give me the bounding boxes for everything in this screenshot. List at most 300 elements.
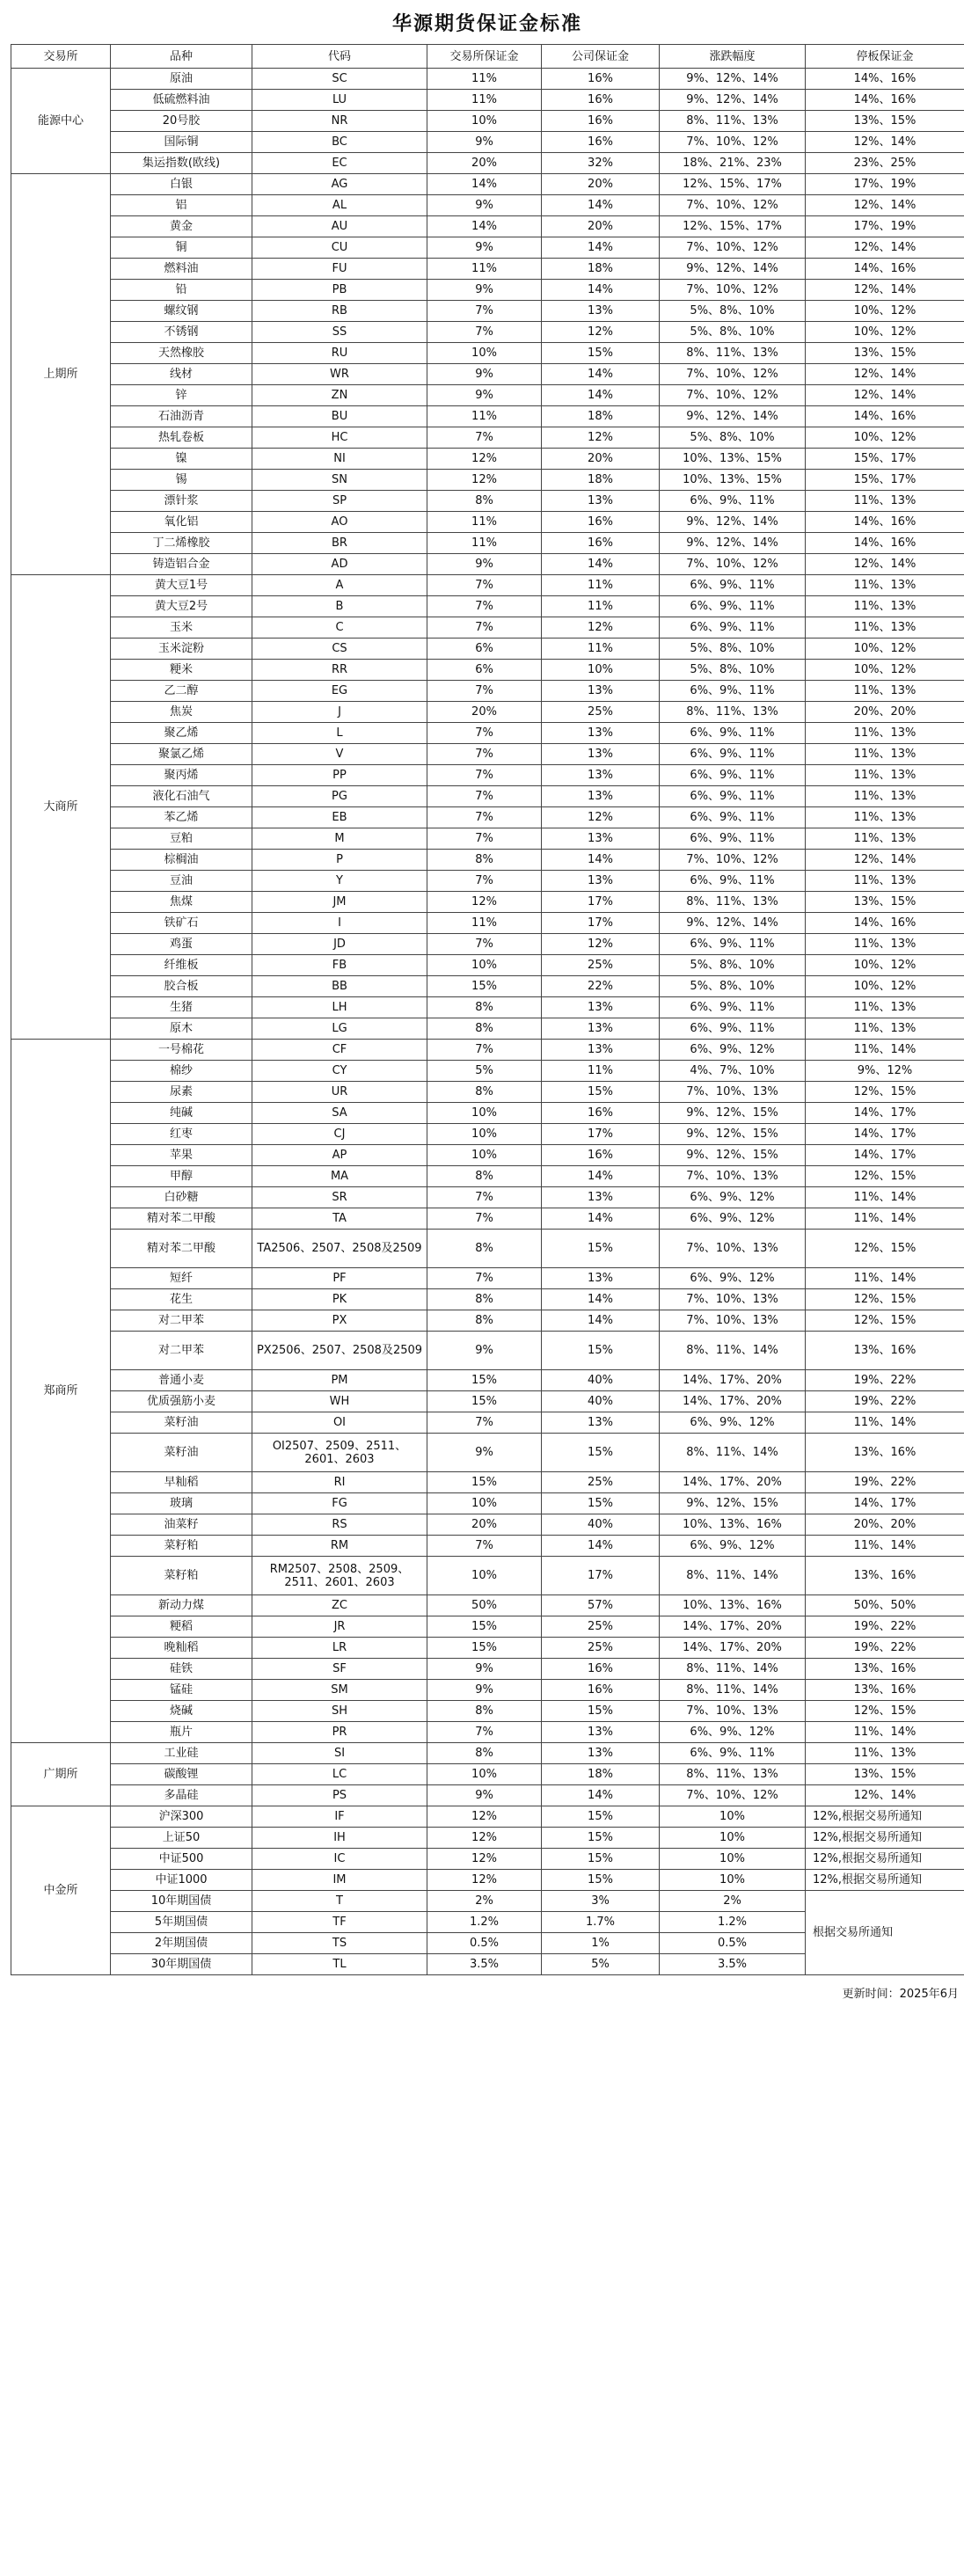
table-row <box>11 132 964 153</box>
margin-sheet <box>11 0 964 1975</box>
company-margin-cell: 16% <box>542 533 660 554</box>
limit-margin-cell: 14%、16% <box>806 913 964 934</box>
table-row <box>11 491 964 512</box>
exchange-margin-cell: 8% <box>427 997 542 1018</box>
company-margin-cell: 13% <box>542 997 660 1018</box>
code-cell: AL <box>252 195 427 216</box>
limit-margin-cell: 11%、14% <box>806 1722 964 1743</box>
code-cell: LH <box>252 997 427 1018</box>
code-cell: TA <box>252 1208 427 1230</box>
product-cell: 花生 <box>111 1289 252 1310</box>
product-cell: 铸造铝合金 <box>111 554 252 575</box>
table-row <box>11 1145 964 1166</box>
price-limit-cell: 6%、9%、11% <box>660 997 806 1018</box>
price-limit-cell: 8%、11%、14% <box>660 1659 806 1680</box>
exchange-cell: 大商所 <box>11 575 111 1040</box>
product-cell: 10年期国债 <box>111 1891 252 1912</box>
company-margin-cell: 20% <box>542 174 660 195</box>
table-row <box>11 174 964 195</box>
limit-margin-cell: 12%、14% <box>806 850 964 871</box>
exchange-margin-cell: 11% <box>427 913 542 934</box>
exchange-margin-cell: 7% <box>427 723 542 744</box>
price-limit-cell: 6%、9%、11% <box>660 871 806 892</box>
exchange-margin-cell: 7% <box>427 744 542 765</box>
code-cell: CF <box>252 1040 427 1061</box>
price-limit-cell: 7%、10%、12% <box>660 1785 806 1806</box>
limit-margin-cell: 20%、20% <box>806 702 964 723</box>
limit-margin-cell: 11%、13% <box>806 807 964 828</box>
product-cell: 菜籽油 <box>111 1412 252 1434</box>
limit-margin-cell: 12%,根据交易所通知 <box>806 1849 964 1870</box>
price-limit-cell: 7%、10%、13% <box>660 1289 806 1310</box>
table-row <box>11 702 964 723</box>
product-cell: 锌 <box>111 385 252 406</box>
limit-margin-cell: 12%、15% <box>806 1310 964 1332</box>
exchange-margin-cell: 7% <box>427 427 542 449</box>
code-cell: Y <box>252 871 427 892</box>
limit-margin-cell: 11%、13% <box>806 744 964 765</box>
limit-margin-cell: 12%、15% <box>806 1082 964 1103</box>
limit-margin-cell: 13%、16% <box>806 1659 964 1680</box>
product-cell: 菜籽油 <box>111 1434 252 1472</box>
code-cell: SM <box>252 1680 427 1701</box>
price-limit-cell: 10% <box>660 1806 806 1828</box>
exchange-margin-cell: 7% <box>427 575 542 596</box>
price-limit-cell: 7%、10%、12% <box>660 195 806 216</box>
product-cell: 豆粕 <box>111 828 252 850</box>
price-limit-cell: 12%、15%、17% <box>660 174 806 195</box>
limit-margin-cell: 10%、12% <box>806 955 964 976</box>
product-cell: 20号胶 <box>111 111 252 132</box>
code-cell: CU <box>252 237 427 259</box>
product-cell: 油菜籽 <box>111 1514 252 1536</box>
limit-margin-cell: 50%、50% <box>806 1595 964 1616</box>
company-margin-cell: 12% <box>542 807 660 828</box>
code-cell: SP <box>252 491 427 512</box>
table-row <box>11 406 964 427</box>
company-margin-cell: 15% <box>542 343 660 364</box>
table-row <box>11 533 964 554</box>
code-cell: WH <box>252 1391 427 1412</box>
table-row <box>11 1806 964 1828</box>
code-cell: M <box>252 828 427 850</box>
company-margin-cell: 15% <box>542 1701 660 1722</box>
company-margin-cell: 25% <box>542 955 660 976</box>
code-cell: IC <box>252 1849 427 1870</box>
exchange-margin-cell: 7% <box>427 1536 542 1557</box>
exchange-margin-cell: 9% <box>427 364 542 385</box>
table-row <box>11 1434 964 1472</box>
code-cell: NR <box>252 111 427 132</box>
product-cell: 铁矿石 <box>111 913 252 934</box>
limit-margin-cell: 14%、16% <box>806 69 964 90</box>
price-limit-cell: 6%、9%、11% <box>660 575 806 596</box>
company-margin-cell: 13% <box>542 1412 660 1434</box>
code-cell: IH <box>252 1828 427 1849</box>
code-cell: SF <box>252 1659 427 1680</box>
limit-margin-cell: 14%、17% <box>806 1145 964 1166</box>
exchange-margin-cell: 7% <box>427 596 542 617</box>
company-margin-cell: 14% <box>542 364 660 385</box>
company-margin-cell: 14% <box>542 554 660 575</box>
limit-margin-cell: 11%、14% <box>806 1268 964 1289</box>
company-margin-cell: 40% <box>542 1514 660 1536</box>
company-margin-cell: 57% <box>542 1595 660 1616</box>
price-limit-cell: 10%、13%、15% <box>660 449 806 470</box>
code-cell: PP <box>252 765 427 786</box>
company-margin-cell: 17% <box>542 913 660 934</box>
limit-margin-cell: 9%、12% <box>806 1061 964 1082</box>
table-row <box>11 997 964 1018</box>
table-row <box>11 1391 964 1412</box>
price-limit-cell: 6%、9%、12% <box>660 1040 806 1061</box>
company-margin-cell: 17% <box>542 1124 660 1145</box>
company-margin-cell: 14% <box>542 385 660 406</box>
company-margin-cell: 10% <box>542 660 660 681</box>
limit-margin-cell: 11%、13% <box>806 828 964 850</box>
code-cell: OI2507、2509、2511、2601、2603 <box>252 1434 427 1472</box>
code-cell: CJ <box>252 1124 427 1145</box>
company-margin-cell: 12% <box>542 617 660 639</box>
exchange-margin-cell: 15% <box>427 1472 542 1493</box>
company-margin-cell: 13% <box>542 723 660 744</box>
product-cell: 精对苯二甲酸 <box>111 1230 252 1268</box>
product-cell: 普通小麦 <box>111 1370 252 1391</box>
exchange-margin-cell: 8% <box>427 1289 542 1310</box>
product-cell: 天然橡胶 <box>111 343 252 364</box>
code-cell: BU <box>252 406 427 427</box>
company-margin-cell: 15% <box>542 1434 660 1472</box>
exchange-margin-cell: 7% <box>427 1208 542 1230</box>
price-limit-cell: 10% <box>660 1870 806 1891</box>
code-cell: PK <box>252 1289 427 1310</box>
price-limit-cell: 3.5% <box>660 1954 806 1975</box>
limit-margin-cell: 12%,根据交易所通知 <box>806 1828 964 1849</box>
company-margin-cell: 13% <box>542 301 660 322</box>
product-cell: 甲醇 <box>111 1166 252 1187</box>
exchange-margin-cell: 0.5% <box>427 1933 542 1954</box>
exchange-margin-cell: 2% <box>427 1891 542 1912</box>
company-margin-cell: 3% <box>542 1891 660 1912</box>
product-cell: 玉米 <box>111 617 252 639</box>
limit-margin-cell: 19%、22% <box>806 1370 964 1391</box>
product-cell: 纤维板 <box>111 955 252 976</box>
table-row <box>11 301 964 322</box>
limit-margin-cell: 12%、14% <box>806 554 964 575</box>
price-limit-cell: 10%、13%、15% <box>660 470 806 491</box>
limit-margin-cell: 11%、13% <box>806 1743 964 1764</box>
price-limit-cell: 9%、12%、14% <box>660 533 806 554</box>
company-margin-cell: 16% <box>542 132 660 153</box>
code-cell: BR <box>252 533 427 554</box>
price-limit-cell: 2% <box>660 1891 806 1912</box>
table-row <box>11 639 964 660</box>
product-cell: 焦煤 <box>111 892 252 913</box>
price-limit-cell: 9%、12%、14% <box>660 259 806 280</box>
price-limit-cell: 18%、21%、23% <box>660 153 806 174</box>
company-margin-cell: 15% <box>542 1082 660 1103</box>
code-cell: AD <box>252 554 427 575</box>
exchange-margin-cell: 15% <box>427 1370 542 1391</box>
table-row <box>11 153 964 174</box>
company-margin-cell: 14% <box>542 1208 660 1230</box>
price-limit-cell: 9%、12%、14% <box>660 406 806 427</box>
table-row <box>11 237 964 259</box>
company-margin-cell: 15% <box>542 1828 660 1849</box>
product-cell: 生猪 <box>111 997 252 1018</box>
exchange-margin-cell: 8% <box>427 1166 542 1187</box>
price-limit-cell: 6%、9%、11% <box>660 617 806 639</box>
table-row <box>11 69 964 90</box>
product-cell: 国际铜 <box>111 132 252 153</box>
table-row <box>11 1370 964 1391</box>
limit-margin-cell: 14%、17% <box>806 1103 964 1124</box>
company-margin-cell: 1.7% <box>542 1912 660 1933</box>
product-cell: 燃料油 <box>111 259 252 280</box>
price-limit-cell: 8%、11%、14% <box>660 1434 806 1472</box>
limit-margin-cell: 11%、13% <box>806 491 964 512</box>
limit-margin-cell: 12%、14% <box>806 280 964 301</box>
limit-margin-cell: 12%、15% <box>806 1701 964 1722</box>
exchange-cell: 能源中心 <box>11 69 111 174</box>
price-limit-cell: 6%、9%、12% <box>660 1268 806 1289</box>
code-cell: B <box>252 596 427 617</box>
exchange-margin-cell: 8% <box>427 1310 542 1332</box>
company-margin-cell: 14% <box>542 280 660 301</box>
table-row <box>11 723 964 744</box>
code-cell: EC <box>252 153 427 174</box>
limit-margin-cell: 13%、16% <box>806 1557 964 1595</box>
product-cell: 对二甲苯 <box>111 1310 252 1332</box>
table-row <box>11 1208 964 1230</box>
price-limit-cell: 8%、11%、14% <box>660 1680 806 1701</box>
code-cell: HC <box>252 427 427 449</box>
limit-margin-cell: 11%、13% <box>806 765 964 786</box>
limit-margin-cell: 15%、17% <box>806 449 964 470</box>
table-row <box>11 1701 964 1722</box>
product-cell: 硅铁 <box>111 1659 252 1680</box>
code-cell: NI <box>252 449 427 470</box>
price-limit-cell: 14%、17%、20% <box>660 1638 806 1659</box>
exchange-margin-cell: 12% <box>427 449 542 470</box>
code-cell: CS <box>252 639 427 660</box>
table-row <box>11 1722 964 1743</box>
company-margin-cell: 32% <box>542 153 660 174</box>
limit-margin-cell: 11%、13% <box>806 681 964 702</box>
price-limit-cell: 9%、12%、15% <box>660 1493 806 1514</box>
price-limit-cell: 8%、11%、14% <box>660 1557 806 1595</box>
code-cell: RS <box>252 1514 427 1536</box>
company-margin-cell: 15% <box>542 1332 660 1370</box>
company-margin-cell: 13% <box>542 1743 660 1764</box>
price-limit-cell: 5%、8%、10% <box>660 322 806 343</box>
code-cell: SI <box>252 1743 427 1764</box>
product-cell: 黄金 <box>111 216 252 237</box>
limit-margin-cell: 14%、16% <box>806 512 964 533</box>
exchange-margin-cell: 7% <box>427 617 542 639</box>
exchange-cell: 广期所 <box>11 1743 111 1806</box>
product-cell: 多晶硅 <box>111 1785 252 1806</box>
code-cell: ZC <box>252 1595 427 1616</box>
code-cell: LR <box>252 1638 427 1659</box>
price-limit-cell: 6%、9%、12% <box>660 1412 806 1434</box>
company-margin-cell: 15% <box>542 1493 660 1514</box>
price-limit-cell: 6%、9%、11% <box>660 723 806 744</box>
price-limit-cell: 5%、8%、10% <box>660 955 806 976</box>
exchange-margin-cell: 12% <box>427 1806 542 1828</box>
code-cell: JM <box>252 892 427 913</box>
limit-margin-cell: 14%、17% <box>806 1124 964 1145</box>
table-row <box>11 385 964 406</box>
limit-margin-cell: 11%、14% <box>806 1208 964 1230</box>
table-row <box>11 364 964 385</box>
exchange-margin-cell: 10% <box>427 111 542 132</box>
table-row <box>11 1743 964 1764</box>
limit-margin-cell: 11%、13% <box>806 575 964 596</box>
limit-margin-cell: 11%、13% <box>806 617 964 639</box>
exchange-margin-cell: 8% <box>427 1018 542 1040</box>
table-row <box>11 1268 964 1289</box>
company-margin-cell: 14% <box>542 1289 660 1310</box>
company-margin-cell: 14% <box>542 1536 660 1557</box>
company-margin-cell: 12% <box>542 322 660 343</box>
product-cell: 瓶片 <box>111 1722 252 1743</box>
product-cell: 优质强筋小麦 <box>111 1391 252 1412</box>
exchange-cell: 上期所 <box>11 174 111 575</box>
exchange-margin-cell: 3.5% <box>427 1954 542 1975</box>
company-margin-cell: 25% <box>542 702 660 723</box>
exchange-margin-cell: 11% <box>427 69 542 90</box>
exchange-margin-cell: 8% <box>427 1743 542 1764</box>
table-row <box>11 1310 964 1332</box>
table-row <box>11 1536 964 1557</box>
code-cell: SS <box>252 322 427 343</box>
table-row <box>11 1082 964 1103</box>
exchange-margin-cell: 7% <box>427 1268 542 1289</box>
price-limit-cell: 9%、12%、14% <box>660 913 806 934</box>
table-row <box>11 427 964 449</box>
code-cell: OI <box>252 1412 427 1434</box>
price-limit-cell: 5%、8%、10% <box>660 427 806 449</box>
limit-margin-cell: 12%、15% <box>806 1166 964 1187</box>
exchange-margin-cell: 7% <box>427 1722 542 1743</box>
code-cell: L <box>252 723 427 744</box>
exchange-margin-cell: 12% <box>427 470 542 491</box>
limit-margin-cell: 根据交易所通知 <box>806 1891 964 1975</box>
table-row <box>11 1849 964 1870</box>
exchange-margin-cell: 11% <box>427 259 542 280</box>
exchange-margin-cell: 12% <box>427 1828 542 1849</box>
company-margin-cell: 15% <box>542 1849 660 1870</box>
company-margin-cell: 11% <box>542 1061 660 1082</box>
limit-margin-cell: 13%、15% <box>806 111 964 132</box>
price-limit-cell: 6%、9%、11% <box>660 1018 806 1040</box>
product-cell: 棕榈油 <box>111 850 252 871</box>
limit-margin-cell: 12%、14% <box>806 364 964 385</box>
limit-margin-cell: 12%、15% <box>806 1289 964 1310</box>
company-margin-cell: 20% <box>542 216 660 237</box>
product-cell: 中证500 <box>111 1849 252 1870</box>
product-cell: 聚丙烯 <box>111 765 252 786</box>
price-limit-cell: 6%、9%、11% <box>660 934 806 955</box>
header-code: 代码 <box>252 45 427 69</box>
exchange-margin-cell: 20% <box>427 153 542 174</box>
exchange-margin-cell: 12% <box>427 892 542 913</box>
company-margin-cell: 13% <box>542 828 660 850</box>
product-cell: 粳米 <box>111 660 252 681</box>
company-margin-cell: 40% <box>542 1370 660 1391</box>
code-cell: RI <box>252 1472 427 1493</box>
table-row <box>11 280 964 301</box>
product-cell: 黄大豆2号 <box>111 596 252 617</box>
company-margin-cell: 13% <box>542 491 660 512</box>
table-row <box>11 765 964 786</box>
exchange-margin-cell: 14% <box>427 216 542 237</box>
code-cell: ZN <box>252 385 427 406</box>
code-cell: PS <box>252 1785 427 1806</box>
product-cell: 锡 <box>111 470 252 491</box>
table-row <box>11 1616 964 1638</box>
exchange-margin-cell: 6% <box>427 660 542 681</box>
code-cell: AP <box>252 1145 427 1166</box>
company-margin-cell: 18% <box>542 259 660 280</box>
price-limit-cell: 7%、10%、12% <box>660 237 806 259</box>
code-cell: TL <box>252 1954 427 1975</box>
product-cell: 铝 <box>111 195 252 216</box>
product-cell: 不锈钢 <box>111 322 252 343</box>
table-row <box>11 322 964 343</box>
code-cell: SR <box>252 1187 427 1208</box>
company-margin-cell: 14% <box>542 237 660 259</box>
table-row <box>11 1680 964 1701</box>
price-limit-cell: 7%、10%、12% <box>660 132 806 153</box>
code-cell: I <box>252 913 427 934</box>
code-cell: FB <box>252 955 427 976</box>
code-cell: MA <box>252 1166 427 1187</box>
product-cell: 铅 <box>111 280 252 301</box>
exchange-margin-cell: 12% <box>427 1849 542 1870</box>
table-row <box>11 1472 964 1493</box>
product-cell: 白砂糖 <box>111 1187 252 1208</box>
price-limit-cell: 6%、9%、11% <box>660 828 806 850</box>
product-cell: 低硫燃料油 <box>111 90 252 111</box>
code-cell: SA <box>252 1103 427 1124</box>
company-margin-cell: 13% <box>542 871 660 892</box>
margin-table <box>11 44 964 1975</box>
table-row <box>11 681 964 702</box>
company-margin-cell: 5% <box>542 1954 660 1975</box>
exchange-margin-cell: 9% <box>427 280 542 301</box>
price-limit-cell: 5%、8%、10% <box>660 660 806 681</box>
limit-margin-cell: 11%、13% <box>806 871 964 892</box>
table-row <box>11 1289 964 1310</box>
price-limit-cell: 0.5% <box>660 1933 806 1954</box>
exchange-margin-cell: 15% <box>427 1638 542 1659</box>
exchange-margin-cell: 9% <box>427 132 542 153</box>
limit-margin-cell: 13%、15% <box>806 1764 964 1785</box>
price-limit-cell: 7%、10%、12% <box>660 385 806 406</box>
table-row <box>11 1230 964 1268</box>
header-limit-margin: 停板保证金 <box>806 45 964 69</box>
exchange-margin-cell: 50% <box>427 1595 542 1616</box>
code-cell: IF <box>252 1806 427 1828</box>
price-limit-cell: 7%、10%、13% <box>660 1230 806 1268</box>
code-cell: PB <box>252 280 427 301</box>
price-limit-cell: 7%、10%、13% <box>660 1166 806 1187</box>
price-limit-cell: 8%、11%、14% <box>660 1332 806 1370</box>
limit-margin-cell: 11%、14% <box>806 1536 964 1557</box>
product-cell: 聚氯乙烯 <box>111 744 252 765</box>
